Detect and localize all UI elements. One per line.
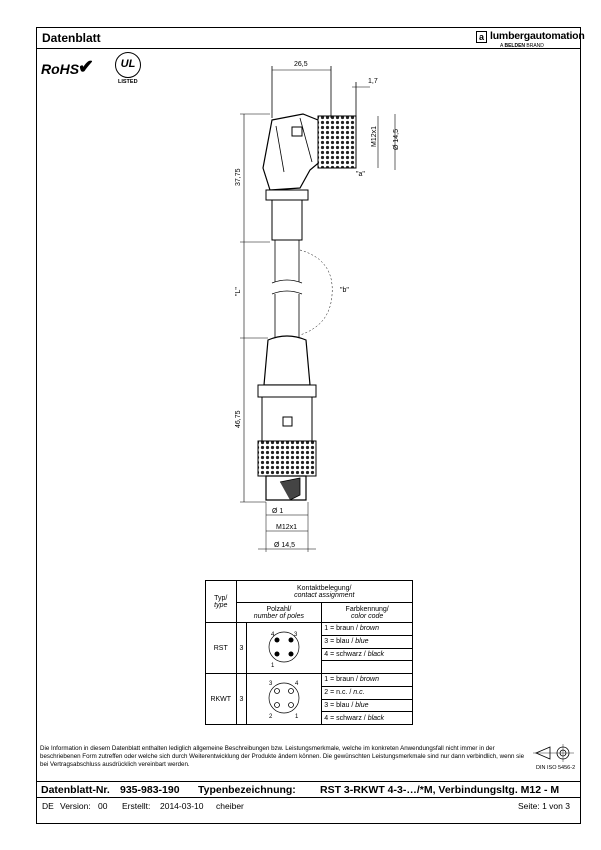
- row-poles-rst: 3: [236, 623, 247, 674]
- color-cell-empty: [322, 661, 413, 674]
- color-cell: 2 = n.c. / n.c.: [322, 686, 413, 699]
- color-header: Farbkennung/ color code: [322, 603, 413, 623]
- created-date: 2014-03-10: [160, 801, 204, 811]
- version-value: 00: [98, 801, 108, 811]
- color-cell: 1 = braun / brown: [322, 623, 413, 636]
- page-indicator: Seite: 1 von 3: [518, 801, 570, 811]
- language-code: DE: [42, 801, 54, 811]
- page-title: Datenblatt: [42, 31, 101, 45]
- dim-length-l: "L": [235, 287, 242, 296]
- pinout-rkwt: [247, 674, 322, 725]
- pinout-rst-icon: [247, 623, 321, 671]
- svg-text:3: 3: [294, 632, 298, 638]
- type-label: Typenbezeichnung:: [198, 784, 296, 796]
- doc-number: 935-983-190: [120, 784, 180, 796]
- rohs-mark: RoHS: [41, 61, 80, 77]
- type-value: RST 3-RKWT 4-3-…/*M, Verbindungsltg. M12 - M: [320, 784, 560, 796]
- color-cell: 3 = blau / blue: [322, 699, 413, 712]
- row-type-rkwt: RKWT: [206, 674, 237, 725]
- iso-standard-label: DIN ISO 5456-2: [536, 765, 576, 771]
- svg-text:4: 4: [295, 681, 299, 687]
- color-cell: 4 = schwarz / black: [322, 648, 413, 661]
- color-cell: 4 = schwarz / black: [322, 712, 413, 725]
- pinout-rkwt-icon: [247, 674, 321, 722]
- created-label: Erstellt:: [122, 801, 151, 811]
- svg-text:2: 2: [269, 714, 273, 720]
- dim-a: "a": [356, 171, 365, 178]
- color-cell: 3 = blau / blue: [322, 635, 413, 648]
- ul-listed-icon: UL: [115, 52, 141, 78]
- row-type-rst: RST: [206, 623, 237, 674]
- doc-number-label: Datenblatt-Nr.: [41, 784, 110, 796]
- svg-text:1: 1: [295, 714, 299, 720]
- logo-icon: a: [476, 31, 487, 43]
- table-row: [206, 674, 413, 687]
- footer-meta-row: [36, 798, 581, 814]
- dim-37-75: 37,75: [235, 168, 242, 186]
- svg-text:4: 4: [271, 632, 275, 638]
- author: cheiber: [216, 801, 244, 811]
- row-poles-rkwt: 3: [236, 674, 247, 725]
- projection-symbol-icon: [532, 742, 576, 764]
- brand-subline: A BELDEN BRAND: [500, 43, 544, 49]
- svg-text:3: 3: [269, 681, 273, 687]
- poles-header: Polzahl/ number of poles: [236, 603, 322, 623]
- footer-title-row: [36, 781, 581, 798]
- dim-b: "b": [340, 287, 349, 294]
- dim-diameter-14-5-bottom: Ø 14,5: [274, 542, 296, 549]
- dim-46-75: 46,75: [235, 410, 242, 428]
- contact-header: Kontaktbelegung/ contact assignment: [236, 581, 413, 603]
- disclaimer-text: Die Information in diesem Datenblatt enthalten lediglich allgemeine Beschreibungen bzw. Leistungsmerkmale, welche im konkreten Anwendungsfall nicht immer in der beschriebenen Form zutreffen oder welche sich durch Weiterentwicklung der Produkte ändern können. Die gewünschten Leistungsmerkmale sind nur dann verbindlich, wenn sie bei Vertragsabschluss ausdrücklich vereinbart werden.: [40, 745, 525, 769]
- ul-listed-label: LISTED: [118, 79, 138, 85]
- dim-m12x1-top: M12x1: [371, 125, 378, 147]
- typ-header: Typ/ type: [206, 581, 237, 623]
- dim-diameter-1: Ø 1: [272, 508, 284, 515]
- contact-assignment-table: [205, 580, 413, 725]
- dim-1-7: 1,7: [368, 78, 378, 85]
- pinout-rst: [247, 623, 322, 674]
- table-row: [206, 623, 413, 636]
- svg-text:1: 1: [271, 663, 275, 669]
- checkmark-icon: ✔: [78, 57, 94, 78]
- brand-logo: lumbergautomation: [490, 30, 585, 42]
- dim-diameter-14-5-top: Ø 14,5: [393, 128, 400, 150]
- dim-26-5: 26,5: [294, 61, 308, 68]
- dim-m12x1-bottom: M12x1: [276, 524, 298, 531]
- color-cell: 1 = braun / brown: [322, 674, 413, 687]
- version-label: Version:: [60, 801, 91, 811]
